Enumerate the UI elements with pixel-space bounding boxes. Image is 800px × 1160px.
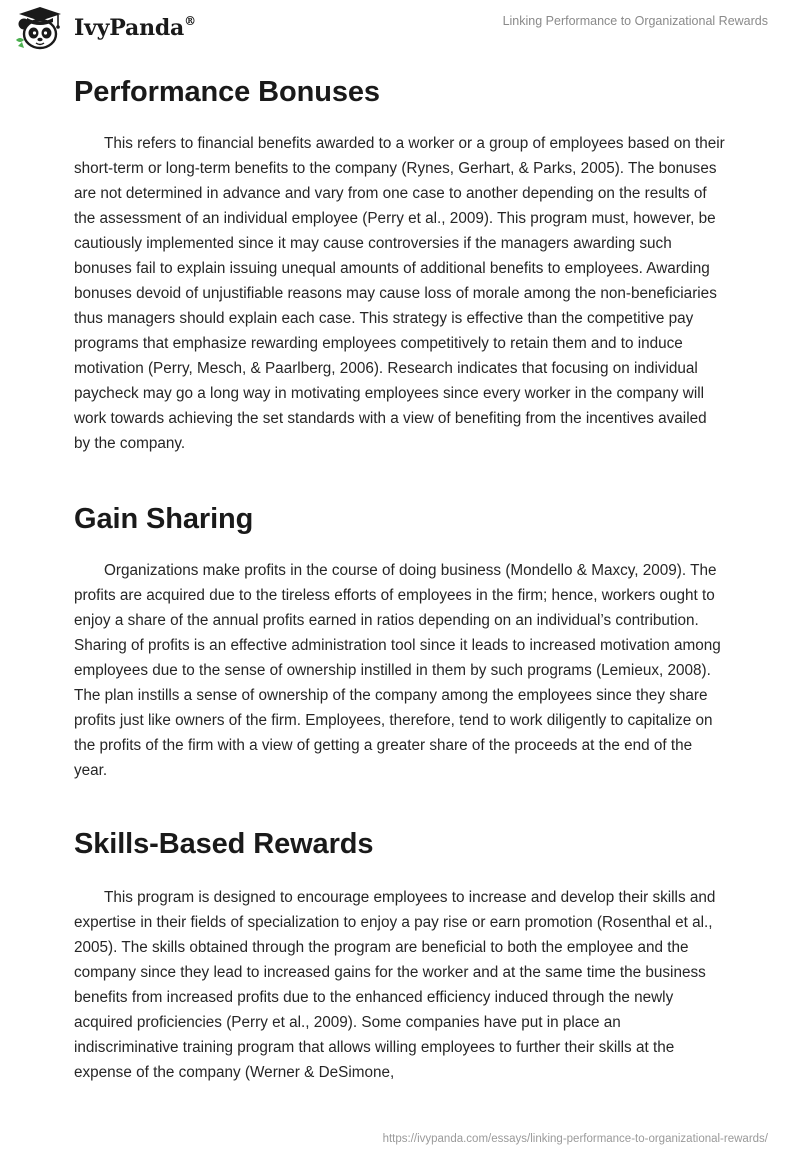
ivypanda-logo[interactable]: [14, 6, 196, 52]
document-title: Linking Performance to Organizational Rewards: [502, 14, 768, 28]
section-heading-gain-sharing: Gain Sharing: [74, 503, 254, 535]
section-paragraph-performance-bonuses: This refers to financial benefits awarded to a worker or a group of employees based on their short-term or long-term benefits to the company (Rynes, Gerhart, & Parks, 2005). The bonuses are not determined in advance and vary from one case to another depending on the results of the assessment of an individual employee (Perry et al., 2009). This program must, however, be cautiously implemented since it may cause controversies if the managers awarding such bonuses fail to explain issuing unequal amounts of additional benefits to employees. Awarding bonuses devoid of unjustifiable reasons may cause loss of morale among the non-beneficiaries thus managers should explain each case. This strategy is effective than the competitive pay programs that emphasize rewarding employees competitively to retain them and to induce motivation (Perry, Mesch, & Paarlberg, 2006). Research indicates that focusing on individual paycheck may go a long way in motivating employees since every worker in the company will work towards achieving the set standards with a view of benefiting from the incentives availed by the company.: [74, 135, 725, 452]
registered-mark: ®: [184, 13, 196, 28]
page-header: [0, 0, 800, 60]
section-heading-performance-bonuses: Performance Bonuses: [74, 76, 380, 108]
section-paragraph-gain-sharing: Organizations make profits in the course of doing business (Mondello & Maxcy, 2009). The profits are acquired due to the tireless efforts of employees in the firm; hence, workers ought to enjoy a share of the annual profits earned in ratios depending on an individual’s contribution. Sharing of profits is an effective administration tool since it leads to increased motivation among employees due to the sense of ownership instilled in them by such programs (Lemieux, 2008). The plan instills a sense of ownership of the company among the employees since they share profits just like owners of the firm. Employees, therefore, tend to work diligently to capitalize on the profits of the firm with a view of getting a greater share of the proceeds at the end of the year.: [74, 562, 721, 779]
brand-name: IvyPanda®: [74, 13, 196, 41]
source-url[interactable]: https://ivypanda.com/essays/linking-performance-to-organizational-rewards/: [382, 1133, 768, 1145]
section-heading-skills-based-rewards: Skills-Based Rewards: [74, 828, 374, 860]
section-paragraph-skills-based-rewards: This program is designed to encourage employees to increase and develop their skills and expertise in their fields of specialization to enjoy a pay rise or earn promotion (Rosenthal et al., 2005). The skills obtained through the program are beneficial to both the employee and the company since they lead to increased gains for the worker and at the same time the business benefits from increased profits due to the enhanced efficiency induced through the newly acquired proficiencies (Perry et al., 2009). Some companies have put in place an indiscriminative training program that allows willing employees to further their skills at the expense of the company (Werner & DeSimone,: [74, 889, 716, 1081]
panda-graduate-icon: [14, 6, 66, 52]
